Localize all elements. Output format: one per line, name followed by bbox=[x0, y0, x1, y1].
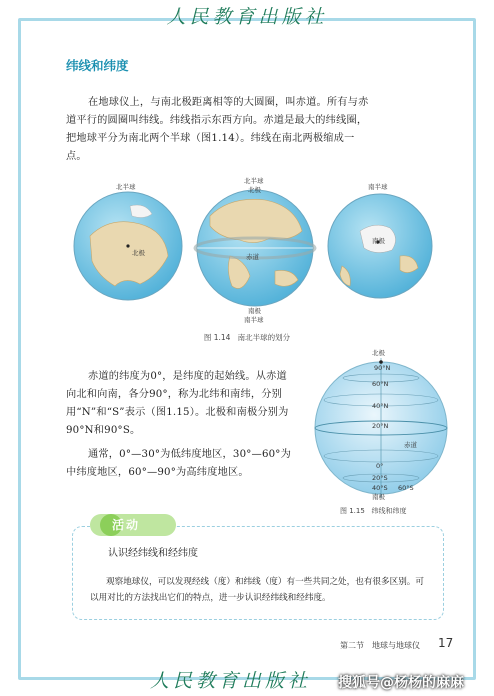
globe3-title: 南半球 bbox=[368, 183, 388, 191]
globe2-south-pole-label: 南极 bbox=[248, 307, 261, 315]
latitude-north-pole: 北极 bbox=[372, 349, 385, 357]
globe3-pole-label: 南极 bbox=[372, 237, 385, 245]
lat-60s: 60°S bbox=[398, 484, 414, 492]
globe-north-hemisphere bbox=[74, 192, 182, 300]
lat-20s: 20°S bbox=[372, 474, 388, 482]
paragraph-equator: 在地球仪上，与南北极距离相等的大圆圈，叫赤道。所有与赤道平行的圆圈叫纬线。纬线指示东西方向。赤道是最大的纬线圈，把地球平分为南北两个半球（图1.14）。纬线在南北两极缩成一点。 bbox=[66, 97, 369, 162]
figure2-caption: 图 1.15 纬线和纬度 bbox=[340, 507, 407, 515]
latitude-equator-label: 赤道 bbox=[404, 441, 417, 449]
page-number: 17 bbox=[438, 636, 454, 650]
lat-40n: 40°N bbox=[372, 402, 389, 410]
globe2-subtitle: 南半球 bbox=[244, 316, 264, 324]
hemispheres-svg bbox=[70, 176, 440, 326]
globe-equator-divided bbox=[195, 190, 315, 306]
paragraph-latitude: 赤道的纬度为0°，是纬度的起始线。从赤道向北和向南，各分90°，称为北纬和南纬，分别用“N”和“S”表示（图1.15）。北极和南极分别为90°N和90°S。 bbox=[66, 371, 289, 436]
lat-90n: 90°N bbox=[374, 364, 391, 372]
activity-tab bbox=[90, 514, 176, 536]
lat-60n: 60°N bbox=[372, 380, 389, 388]
globe-south-hemisphere bbox=[328, 194, 432, 298]
activity-tab-label: 活动 bbox=[112, 518, 141, 532]
globe2-title: 北半球 bbox=[244, 177, 264, 185]
globe2-equator-label: 赤道 bbox=[246, 253, 259, 261]
watermark-text: 搜狐号@杨杨的麻麻 bbox=[338, 675, 464, 691]
lat-40s: 40°S bbox=[372, 484, 388, 492]
figure-hemispheres bbox=[70, 176, 440, 326]
lat-0: 0° bbox=[376, 462, 384, 470]
latitude-south-pole: 南极 bbox=[372, 493, 385, 501]
publisher-logo-top: 人民教育出版社 bbox=[166, 6, 328, 28]
globe1-title: 北半球 bbox=[116, 183, 136, 191]
globe1-pole-label: 北极 bbox=[132, 249, 145, 257]
figure1-caption: 图 1.14 南北半球的划分 bbox=[203, 333, 291, 342]
section-title: 纬线和纬度 bbox=[66, 58, 129, 73]
activity-body: 观察地球仪，可以发现经线（度）和纬线（度）有一些共同之处，也有很多区别。可以用对比的方法找出它们的特点，进一步认识经纬线和经纬度。 bbox=[90, 577, 424, 603]
lat-20n: 20°N bbox=[372, 422, 389, 430]
publisher-logo-bottom: 人民教育出版社 bbox=[150, 670, 312, 692]
figure-latitude-globe bbox=[308, 344, 454, 500]
paragraph-latitude-zones: 通常，0°—30°为低纬度地区，30°—60°为中纬度地区，60°—90°为高纬度地区。 bbox=[66, 449, 291, 478]
globe2-north-pole-label: 北极 bbox=[248, 186, 261, 194]
footer-chapter: 第二节 地球与地球仪 bbox=[340, 641, 420, 650]
activity-heading: 认识经纬线和经纬度 bbox=[108, 548, 198, 559]
